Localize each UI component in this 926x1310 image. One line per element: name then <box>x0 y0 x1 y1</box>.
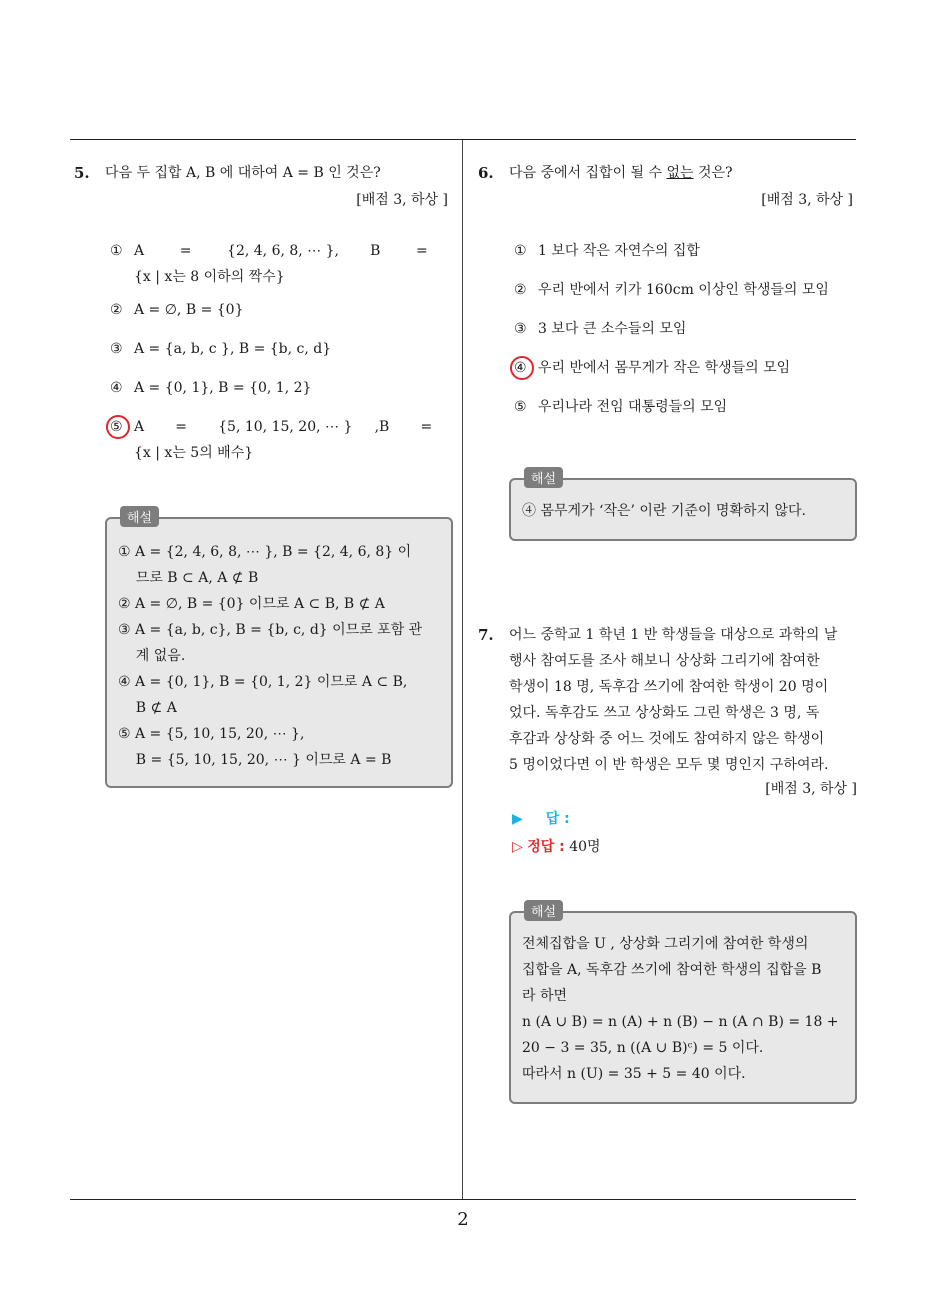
q5-option-2[interactable] <box>110 297 243 323</box>
option-text: 우리나라 전임 대통령들의 모임 <box>538 399 728 415</box>
q6-explanation-tag: 해설 <box>524 467 563 488</box>
q5-number: 5. <box>74 164 90 182</box>
play-triangle-icon: ▶ <box>512 811 523 827</box>
q5-option-5[interactable] <box>110 414 445 466</box>
column-divider <box>462 140 463 1199</box>
q6-exp-line-1: ④ 몸무게가 ‘작은’ 이란 기준이 명확하지 않다. <box>522 503 806 519</box>
q7-exp-line-5: 20 − 3 = 35, n ((A ∪ B)ᶜ) = 5 이다. <box>522 1040 764 1056</box>
q5-text: 다음 두 집합 A, B 에 대하여 A = B 인 것은? <box>105 165 381 181</box>
q6-meta: [배점 3, 하상 ] <box>761 192 853 208</box>
q5-option-1[interactable] <box>110 238 445 290</box>
q7-text-line: 행사 참여도를 조사 해보니 상상화 그리기에 참여한 <box>509 653 820 669</box>
q5-exp-line-9: B = {5, 10, 15, 20, ⋯ } 이므로 A = B <box>118 752 392 768</box>
option-symbol: ⑤ <box>514 399 527 415</box>
q7-exp-line-4: n (A ∪ B) = n (A) + n (B) − n (A ∩ B) = 18 + <box>522 1014 839 1030</box>
q5-meta: [배점 3, 하상 ] <box>356 192 448 208</box>
q6-text: 다음 중에서 집합이 될 수 없는 것은? <box>509 165 733 181</box>
q7-text-line: 었다. 독후감도 쓰고 상상화도 그린 학생은 3 명, 독 <box>509 705 820 721</box>
q7-text-line: 5 명이었다면 이 반 학생은 모두 몇 명인지 구하여라. <box>509 757 829 773</box>
option-symbol: ⑤ <box>110 419 123 435</box>
q7-text-line: 어느 중학교 1 학년 1 반 학생들을 대상으로 과학의 날 <box>509 627 838 643</box>
option-symbol: ④ <box>514 360 527 376</box>
option-symbol: ④ <box>110 380 123 396</box>
q5-exp-line-2: 므로 B ⊂ A, A ⊄ B <box>118 570 259 586</box>
q5-exp-line-6: ④ A = {0, 1}, B = {0, 1, 2} 이므로 A ⊂ B, <box>118 674 408 690</box>
option-symbol: ③ <box>514 321 527 337</box>
outline-triangle-icon: ▷ <box>512 839 523 855</box>
q7-meta: [배점 3, 하상 ] <box>765 781 857 797</box>
top-rule <box>70 139 856 140</box>
page-number: 2 <box>457 1209 469 1230</box>
option-text-cont: {x | x는 5의 배수} <box>134 445 254 461</box>
q6-option-4[interactable] <box>514 355 790 381</box>
option-text: A = {2, 4, 6, 8, ⋯ }, B = <box>134 243 428 259</box>
q6-option-3[interactable] <box>514 316 686 342</box>
q7-text-line: 후감과 상상화 중 어느 것에도 참여하지 않은 학생이 <box>509 731 825 747</box>
q7-text <box>509 622 859 778</box>
q6-option-5[interactable] <box>514 394 727 420</box>
option-symbol: ① <box>110 243 123 259</box>
selected-answer-circle <box>510 356 534 380</box>
q7-number: 7. <box>478 626 494 644</box>
correct-label: 정답 : <box>527 839 565 855</box>
option-symbol: ③ <box>110 341 123 357</box>
option-text-cont: {x | x는 8 이하의 짝수} <box>134 269 285 285</box>
bottom-rule <box>70 1199 856 1200</box>
option-text: A = {a, b, c }, B = {b, c, d} <box>134 341 332 357</box>
option-symbol: ② <box>110 302 123 318</box>
q5-explanation-box <box>105 517 453 788</box>
correct-value: 40명 <box>569 839 601 855</box>
option-text: 우리 반에서 키가 160cm 이상인 학생들의 모임 <box>538 282 829 298</box>
q7-explanation-box <box>509 911 857 1104</box>
option-text: 우리 반에서 몸무게가 작은 학생들의 모임 <box>538 360 791 376</box>
q5-option-3[interactable] <box>110 336 331 362</box>
q5-exp-line-7: B ⊄ A <box>118 700 177 716</box>
q5-exp-line-8: ⑤ A = {5, 10, 15, 20, ⋯ }, <box>118 726 305 742</box>
q7-text-line: 학생이 18 명, 독후감 쓰기에 참여한 학생이 20 명이 <box>509 679 829 695</box>
q7-answer-row[interactable] <box>512 808 570 828</box>
q6-number: 6. <box>478 164 494 182</box>
option-text: 1 보다 작은 자연수의 집합 <box>538 243 700 259</box>
q5-exp-line-1: ① A = {2, 4, 6, 8, ⋯ }, B = {2, 4, 6, 8} 이 <box>118 544 412 560</box>
q7-explanation-tag: 해설 <box>524 900 563 921</box>
q7-exp-line-1: 전체집합을 U , 상상화 그리기에 참여한 학생의 <box>522 936 809 952</box>
option-text: A = {5, 10, 15, 20, ⋯ } ,B = <box>134 419 433 435</box>
q6-option-2[interactable] <box>514 277 829 303</box>
answer-label: 답 : <box>545 811 570 827</box>
option-symbol: ② <box>514 282 527 298</box>
option-text: 3 보다 큰 소수들의 모임 <box>538 321 687 337</box>
q7-exp-line-2: 집합을 A, 독후감 쓰기에 참여한 학생의 집합을 B <box>522 962 822 978</box>
selected-answer-circle <box>106 415 130 439</box>
q7-exp-line-6: 따라서 n (U) = 35 + 5 = 40 이다. <box>522 1066 746 1082</box>
q5-option-4[interactable] <box>110 375 311 401</box>
q6-option-1[interactable] <box>514 238 700 264</box>
q5-explanation-tag: 해설 <box>120 506 159 527</box>
q7-correct-row <box>512 836 601 856</box>
option-symbol: ① <box>514 243 527 259</box>
q5-exp-line-3: ② A = ∅, B = {0} 이므로 A ⊂ B, B ⊄ A <box>118 596 385 612</box>
q7-exp-line-3: 라 하면 <box>522 988 568 1004</box>
option-text: A = ∅, B = {0} <box>134 302 244 318</box>
q6-explanation-box <box>509 478 857 541</box>
option-text: A = {0, 1}, B = {0, 1, 2} <box>134 380 312 396</box>
q5-exp-line-4: ③ A = {a, b, c}, B = {b, c, d} 이므로 포함 관 <box>118 622 423 638</box>
q5-exp-line-5: 계 없음. <box>118 648 186 664</box>
q6-underlined-word: 없는 <box>666 165 694 181</box>
